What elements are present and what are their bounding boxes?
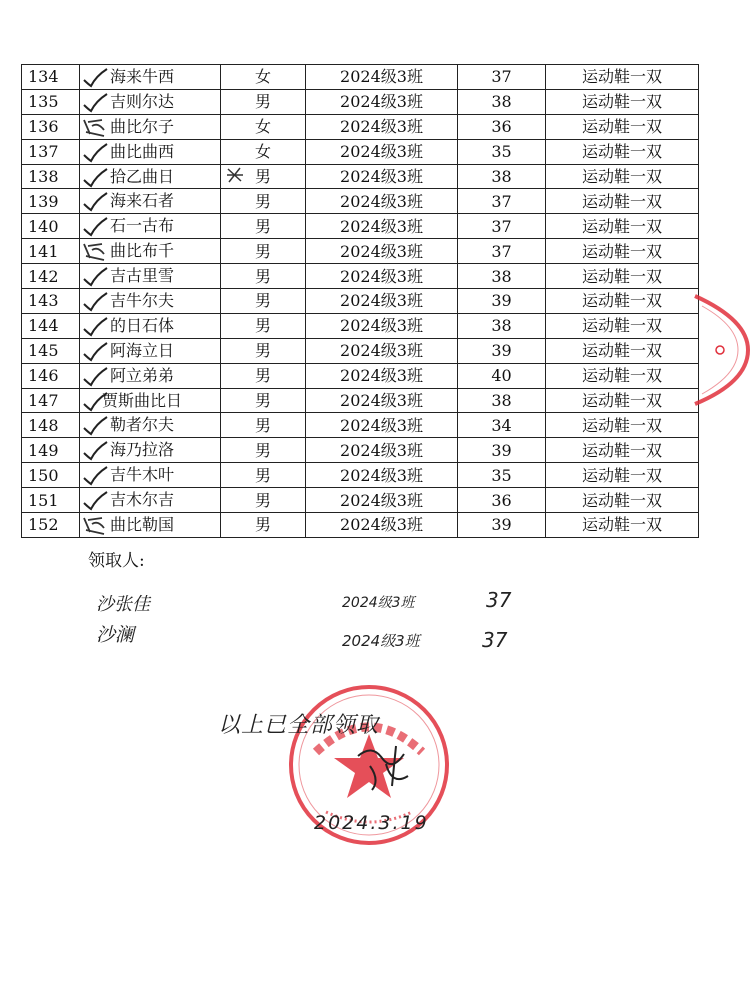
- student-name-cell: [80, 239, 221, 264]
- shoe-size: 38: [458, 313, 546, 338]
- student-sex: 男: [221, 463, 306, 488]
- student-name-cell: [80, 65, 221, 90]
- checkmark-icon: [82, 491, 108, 511]
- student-class: 2024级3班: [306, 488, 458, 513]
- student-sex: 男: [221, 513, 306, 538]
- student-sex: 男: [221, 413, 306, 438]
- table-row: [22, 463, 699, 488]
- item-received: 运动鞋一双: [546, 264, 699, 289]
- student-name: 海来石者: [110, 191, 175, 211]
- receivers-label: 领取人:: [88, 551, 145, 571]
- student-class: 2024级3班: [306, 189, 458, 214]
- item-received: 运动鞋一双: [546, 463, 699, 488]
- student-name: 阿海立日: [110, 340, 175, 360]
- student-name-cell: [80, 89, 221, 114]
- table-row: [22, 89, 699, 114]
- student-name: 石一古布: [110, 216, 175, 236]
- shoe-size: 38: [458, 388, 546, 413]
- row-number: 149: [22, 438, 80, 463]
- student-class: 2024级3班: [306, 313, 458, 338]
- receiver-2-name: 沙澜: [96, 624, 135, 646]
- student-name: 吉古里雪: [110, 266, 175, 286]
- shoe-size: 34: [458, 413, 546, 438]
- row-number: 137: [22, 139, 80, 164]
- table-row: [22, 189, 699, 214]
- student-sex: 男: [221, 214, 306, 239]
- row-number: 134: [22, 65, 80, 90]
- item-received: 运动鞋一双: [546, 114, 699, 139]
- row-number: 141: [22, 239, 80, 264]
- row-number: 147: [22, 388, 80, 413]
- table-body: [22, 65, 699, 538]
- shoe-size: 40: [458, 363, 546, 388]
- student-class: 2024级3班: [306, 65, 458, 90]
- student-class: 2024级3班: [306, 338, 458, 363]
- row-number: 143: [22, 289, 80, 314]
- student-name: 吉牛尔夫: [110, 291, 175, 311]
- student-name: 曲比勒国: [110, 515, 175, 535]
- checkmark-icon: [82, 267, 108, 287]
- checkmark-icon: [82, 192, 108, 212]
- table-row: [22, 214, 699, 239]
- row-number: 148: [22, 413, 80, 438]
- checkmark-icon: [82, 292, 108, 312]
- checkmark-icon: [82, 143, 108, 163]
- student-name: 吉木尔吉: [110, 490, 175, 510]
- checkmark-icon: [82, 168, 108, 188]
- table-row: [22, 289, 699, 314]
- checkmark-icon: [82, 416, 108, 436]
- handwritten-initial-icon: [82, 240, 106, 262]
- student-name: 曲比布千: [110, 241, 175, 261]
- checkmark-icon: [82, 367, 108, 387]
- student-class: 2024级3班: [306, 264, 458, 289]
- table-row: [22, 114, 699, 139]
- student-sex: 男: [221, 164, 306, 189]
- student-name-cell: [80, 513, 221, 538]
- handwritten-initial-icon: [82, 116, 106, 138]
- table-row: [22, 139, 699, 164]
- student-name: 吉牛木叶: [110, 465, 175, 485]
- student-name-cell: [80, 313, 221, 338]
- shoe-size: 37: [458, 239, 546, 264]
- table-row: [22, 513, 699, 538]
- item-received: 运动鞋一双: [546, 139, 699, 164]
- student-name-cell: [80, 413, 221, 438]
- student-name: 贾斯曲比日: [102, 390, 183, 410]
- checkmark-icon: [82, 441, 108, 461]
- student-sex: 男: [221, 189, 306, 214]
- checkmark-icon: [82, 93, 108, 113]
- item-received: 运动鞋一双: [546, 214, 699, 239]
- student-class: 2024级3班: [306, 89, 458, 114]
- student-name-cell: [80, 214, 221, 239]
- shoe-size: 39: [458, 338, 546, 363]
- receiver-1-name: 沙张佳: [96, 594, 150, 615]
- student-class: 2024级3班: [306, 363, 458, 388]
- student-name: 曲比曲西: [110, 141, 175, 161]
- shoe-size: 38: [458, 89, 546, 114]
- table-row: [22, 313, 699, 338]
- student-name: 海乃拉洛: [110, 440, 175, 460]
- student-sex: 男: [221, 488, 306, 513]
- item-received: 运动鞋一双: [546, 89, 699, 114]
- student-class: 2024级3班: [306, 438, 458, 463]
- item-received: 运动鞋一双: [546, 189, 699, 214]
- shoe-size: 37: [458, 65, 546, 90]
- row-number: 139: [22, 189, 80, 214]
- row-number: 140: [22, 214, 80, 239]
- row-number: 146: [22, 363, 80, 388]
- shoe-size: 35: [458, 463, 546, 488]
- student-name: 拾乙曲日: [110, 166, 175, 186]
- student-sex: 女: [221, 114, 306, 139]
- row-number: 150: [22, 463, 80, 488]
- row-number: 145: [22, 338, 80, 363]
- shoe-size: 38: [458, 264, 546, 289]
- item-received: 运动鞋一双: [546, 363, 699, 388]
- student-name: 的日石体: [110, 315, 175, 335]
- student-name: 勒者尔夫: [110, 415, 175, 435]
- student-class: 2024级3班: [306, 164, 458, 189]
- shoe-size: 37: [458, 189, 546, 214]
- table-row: [22, 65, 699, 90]
- student-name: 海来牛西: [110, 67, 175, 86]
- shoe-size: 38: [458, 164, 546, 189]
- student-name-cell: [80, 264, 221, 289]
- student-name-cell: [80, 488, 221, 513]
- student-class: 2024级3班: [306, 413, 458, 438]
- shoe-size: 39: [458, 513, 546, 538]
- receiver-2-size: 37: [482, 628, 508, 652]
- student-name: 阿立弟弟: [110, 365, 175, 385]
- row-number: 135: [22, 89, 80, 114]
- student-sex: 男: [221, 338, 306, 363]
- student-sex: 男: [221, 363, 306, 388]
- item-received: 运动鞋一双: [546, 513, 699, 538]
- item-received: 运动鞋一双: [546, 338, 699, 363]
- student-name-cell: [80, 388, 221, 413]
- student-name-cell: [80, 438, 221, 463]
- student-name-cell: [80, 114, 221, 139]
- table-row: [22, 363, 699, 388]
- item-received: 运动鞋一双: [546, 313, 699, 338]
- receiver-1-class: 2024级3班: [342, 595, 415, 611]
- table-row: [22, 239, 699, 264]
- signoff-date: 2024.3.19: [314, 812, 429, 834]
- student-sex: 男: [221, 438, 306, 463]
- student-class: 2024级3班: [306, 388, 458, 413]
- student-class: 2024级3班: [306, 114, 458, 139]
- student-class: 2024级3班: [306, 139, 458, 164]
- shoe-size: 39: [458, 289, 546, 314]
- item-received: 运动鞋一双: [546, 488, 699, 513]
- checkmark-icon: [82, 217, 108, 237]
- table-row: [22, 438, 699, 463]
- item-received: 运动鞋一双: [546, 239, 699, 264]
- checkmark-icon: [82, 68, 108, 88]
- student-name-cell: [80, 164, 221, 189]
- student-class: 2024级3班: [306, 289, 458, 314]
- row-number: 142: [22, 264, 80, 289]
- table-row: [22, 413, 699, 438]
- student-name-cell: [80, 289, 221, 314]
- table-row: [22, 264, 699, 289]
- item-received: 运动鞋一双: [546, 65, 699, 90]
- table-row: [22, 338, 699, 363]
- student-name: 曲比尔子: [110, 116, 175, 136]
- student-name-cell: [80, 338, 221, 363]
- student-sex: 男: [221, 264, 306, 289]
- checkmark-icon: [82, 342, 108, 362]
- distribution-table: [21, 64, 699, 538]
- row-number: 144: [22, 313, 80, 338]
- table-row: [22, 164, 699, 189]
- receiver-1-size: 37: [486, 588, 512, 612]
- student-name-cell: [80, 363, 221, 388]
- checkmark-icon: [82, 317, 108, 337]
- shoe-size: 37: [458, 214, 546, 239]
- student-sex: 男: [221, 289, 306, 314]
- table-row: [22, 388, 699, 413]
- row-number: 136: [22, 114, 80, 139]
- student-sex: 男: [221, 239, 306, 264]
- item-received: 运动鞋一双: [546, 289, 699, 314]
- shoe-size: 36: [458, 114, 546, 139]
- student-name-cell: [80, 189, 221, 214]
- row-number: 151: [22, 488, 80, 513]
- student-name-cell: [80, 139, 221, 164]
- signoff-text: 以上已全部领取: [218, 713, 380, 738]
- student-sex: 男: [221, 89, 306, 114]
- student-class: 2024级3班: [306, 513, 458, 538]
- student-sex: 女: [221, 65, 306, 90]
- edge-seal-icon: [690, 290, 750, 410]
- table-row: [22, 488, 699, 513]
- signature-icon: [352, 736, 422, 796]
- student-name-cell: [80, 463, 221, 488]
- shoe-size: 39: [458, 438, 546, 463]
- student-name: 吉则尔达: [110, 91, 175, 111]
- shoe-size: 35: [458, 139, 546, 164]
- receiver-2-class: 2024级3班: [342, 632, 420, 650]
- student-class: 2024级3班: [306, 214, 458, 239]
- row-number: 138: [22, 164, 80, 189]
- student-sex: 男: [221, 388, 306, 413]
- student-class: 2024级3班: [306, 463, 458, 488]
- item-received: 运动鞋一双: [546, 413, 699, 438]
- student-class: 2024级3班: [306, 239, 458, 264]
- handwritten-initial-icon: [82, 514, 106, 536]
- row-number: 152: [22, 513, 80, 538]
- shoe-size: 36: [458, 488, 546, 513]
- student-sex: 女: [221, 139, 306, 164]
- item-received: 运动鞋一双: [546, 438, 699, 463]
- item-received: 运动鞋一双: [546, 388, 699, 413]
- checkmark-icon: [82, 466, 108, 486]
- student-sex: 男: [221, 313, 306, 338]
- item-received: 运动鞋一双: [546, 164, 699, 189]
- correction-mark-icon: [225, 165, 245, 189]
